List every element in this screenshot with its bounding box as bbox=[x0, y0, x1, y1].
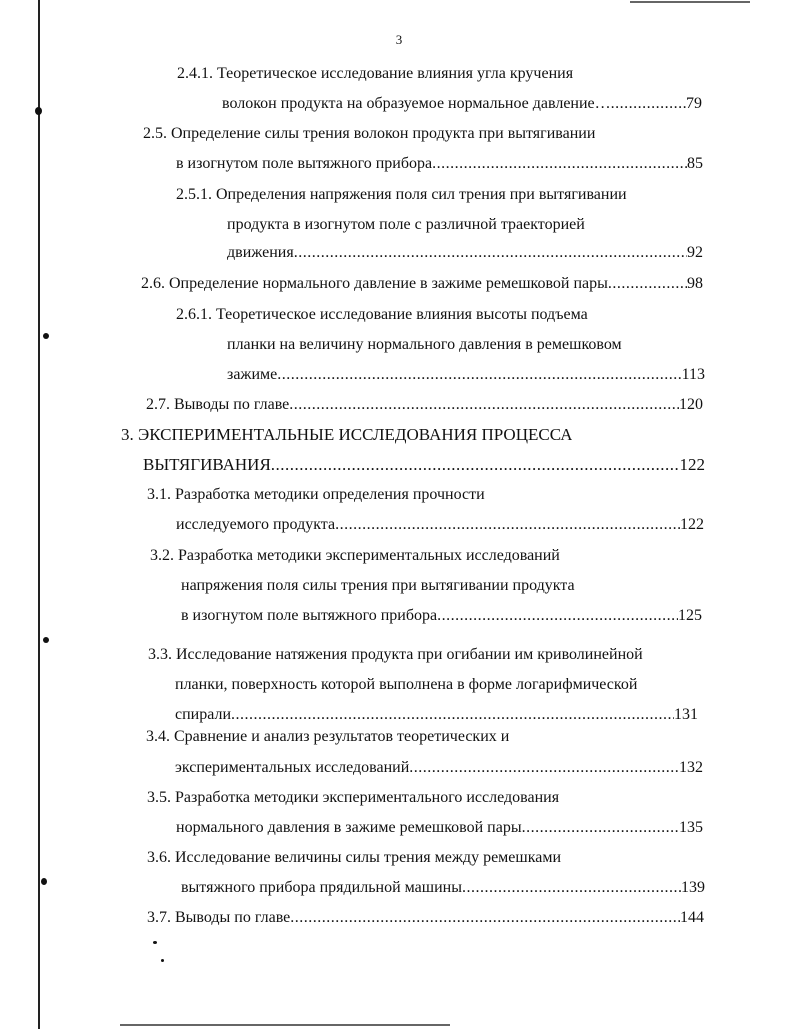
leader-dots bbox=[608, 274, 687, 294]
toc-entry: вытяжного прибора прядильной машины ..... 139 bbox=[181, 878, 705, 898]
toc-entry: планки на величину нормального давления в ремешковом bbox=[227, 336, 622, 353]
page-ref: 139 bbox=[681, 879, 705, 896]
toc-entry: 3.1. Разработка методики определения прочности bbox=[147, 486, 485, 503]
toc-entry: 2.7. Выводы по главе ..... 120 bbox=[146, 395, 703, 415]
toc-entry: 3.6. Исследование величины силы трения между ремешками bbox=[147, 849, 562, 866]
page-ref: 85 bbox=[687, 155, 703, 172]
page-ref: 122 bbox=[680, 516, 704, 533]
leader-dots bbox=[611, 94, 686, 114]
scan-edge-mark bbox=[120, 1024, 450, 1026]
toc-entry: нормального давления в зажиме ремешковой пары ..... 135 bbox=[176, 818, 703, 838]
leader-dots bbox=[462, 878, 681, 898]
page-ref: 98 bbox=[687, 275, 703, 292]
toc-entry: 2.6.1. Теоретическое исследование влияния высоты подъема bbox=[176, 306, 588, 323]
toc-entry: исследуемого продукта ..... 122 bbox=[176, 515, 704, 535]
toc-entry: 3.4. Сравнение и анализ результатов теоретических и bbox=[146, 728, 510, 745]
page-ref: 125 bbox=[678, 607, 702, 624]
toc-entry: 2.4.1. Теоретическое исследование влияния угла кручения bbox=[177, 65, 574, 82]
page-ref: 79 bbox=[686, 95, 702, 112]
toc-entry: ВЫТЯГИВАНИЯ ..... 122 bbox=[143, 455, 705, 475]
toc-entry: спирали ..... 131 bbox=[175, 705, 698, 725]
toc-entry: 3.7. Выводы по главе ..... 144 bbox=[147, 908, 704, 928]
page-ref: 122 bbox=[679, 455, 705, 474]
page-ref: 113 bbox=[681, 366, 705, 383]
scan-mark bbox=[41, 878, 47, 885]
scan-mark bbox=[35, 107, 42, 115]
leader-dots bbox=[277, 365, 681, 385]
toc-entry: 3.2. Разработка методики экспериментальных исследований bbox=[150, 547, 560, 564]
left-margin-line bbox=[38, 0, 40, 1029]
toc-entry: 2.6. Определение нормального давление в зажиме ремешковой пары ..... 98 bbox=[141, 274, 703, 294]
scan-edge-mark bbox=[630, 1, 750, 3]
toc-entry: экспериментальных исследований ..... 132 bbox=[175, 758, 703, 778]
leader-dots bbox=[335, 515, 680, 535]
toc-entry: планки, поверхность которой выполнена в форме логарифмической bbox=[175, 676, 638, 693]
toc-entry: 2.5.1. Определения напряжения поля сил трения при вытягивании bbox=[176, 186, 627, 203]
scan-mark bbox=[43, 333, 49, 339]
page-number: 3 bbox=[395, 32, 403, 47]
toc-entry: в изогнутом поле вытяжного прибора ..... 125 bbox=[181, 606, 702, 626]
scan-mark bbox=[43, 637, 49, 643]
toc-entry: в изогнутом поле вытяжного прибора ..... 85 bbox=[176, 154, 703, 174]
toc-entry: волокон продукта на образуемое нормальное давление… ..... 79 bbox=[222, 94, 702, 114]
page-ref: 131 bbox=[674, 706, 698, 723]
leader-dots bbox=[409, 758, 679, 778]
toc-entry: 3.5. Разработка методики экспериментального исследования bbox=[147, 789, 560, 806]
leader-dots bbox=[294, 243, 687, 263]
leader-dots bbox=[231, 705, 674, 725]
leader-dots bbox=[437, 606, 678, 626]
toc-entry: напряжения поля силы трения при вытягивании продукта bbox=[181, 577, 575, 594]
scan-mark bbox=[161, 959, 164, 962]
toc-entry: продукта в изогнутом поле с различной траекторией bbox=[227, 216, 585, 233]
toc-entry: 3.3. Исследование натяжения продукта при огибании им криволинейной bbox=[148, 646, 643, 663]
page-ref: 144 bbox=[680, 909, 704, 926]
leader-dots bbox=[290, 908, 680, 928]
toc-entry: движения ..... 92 bbox=[227, 243, 703, 263]
page-ref: 135 bbox=[679, 819, 703, 836]
toc-chapter-title: 3. ЭКСПЕРИМЕНТАЛЬНЫЕ ИССЛЕДОВАНИЯ ПРОЦЕССА bbox=[121, 425, 573, 444]
toc-entry: 2.5. Определение силы трения волокон продукта при вытягивании bbox=[143, 125, 596, 142]
scan-mark bbox=[153, 941, 157, 944]
leader-dots bbox=[432, 154, 687, 174]
leader-dots bbox=[522, 818, 679, 838]
page-ref: 120 bbox=[679, 396, 703, 413]
toc-entry: зажиме ..... 113 bbox=[227, 365, 705, 385]
leader-dots bbox=[271, 455, 680, 475]
page-ref: 92 bbox=[687, 244, 703, 261]
page-ref: 132 bbox=[679, 759, 703, 776]
leader-dots bbox=[289, 395, 679, 415]
